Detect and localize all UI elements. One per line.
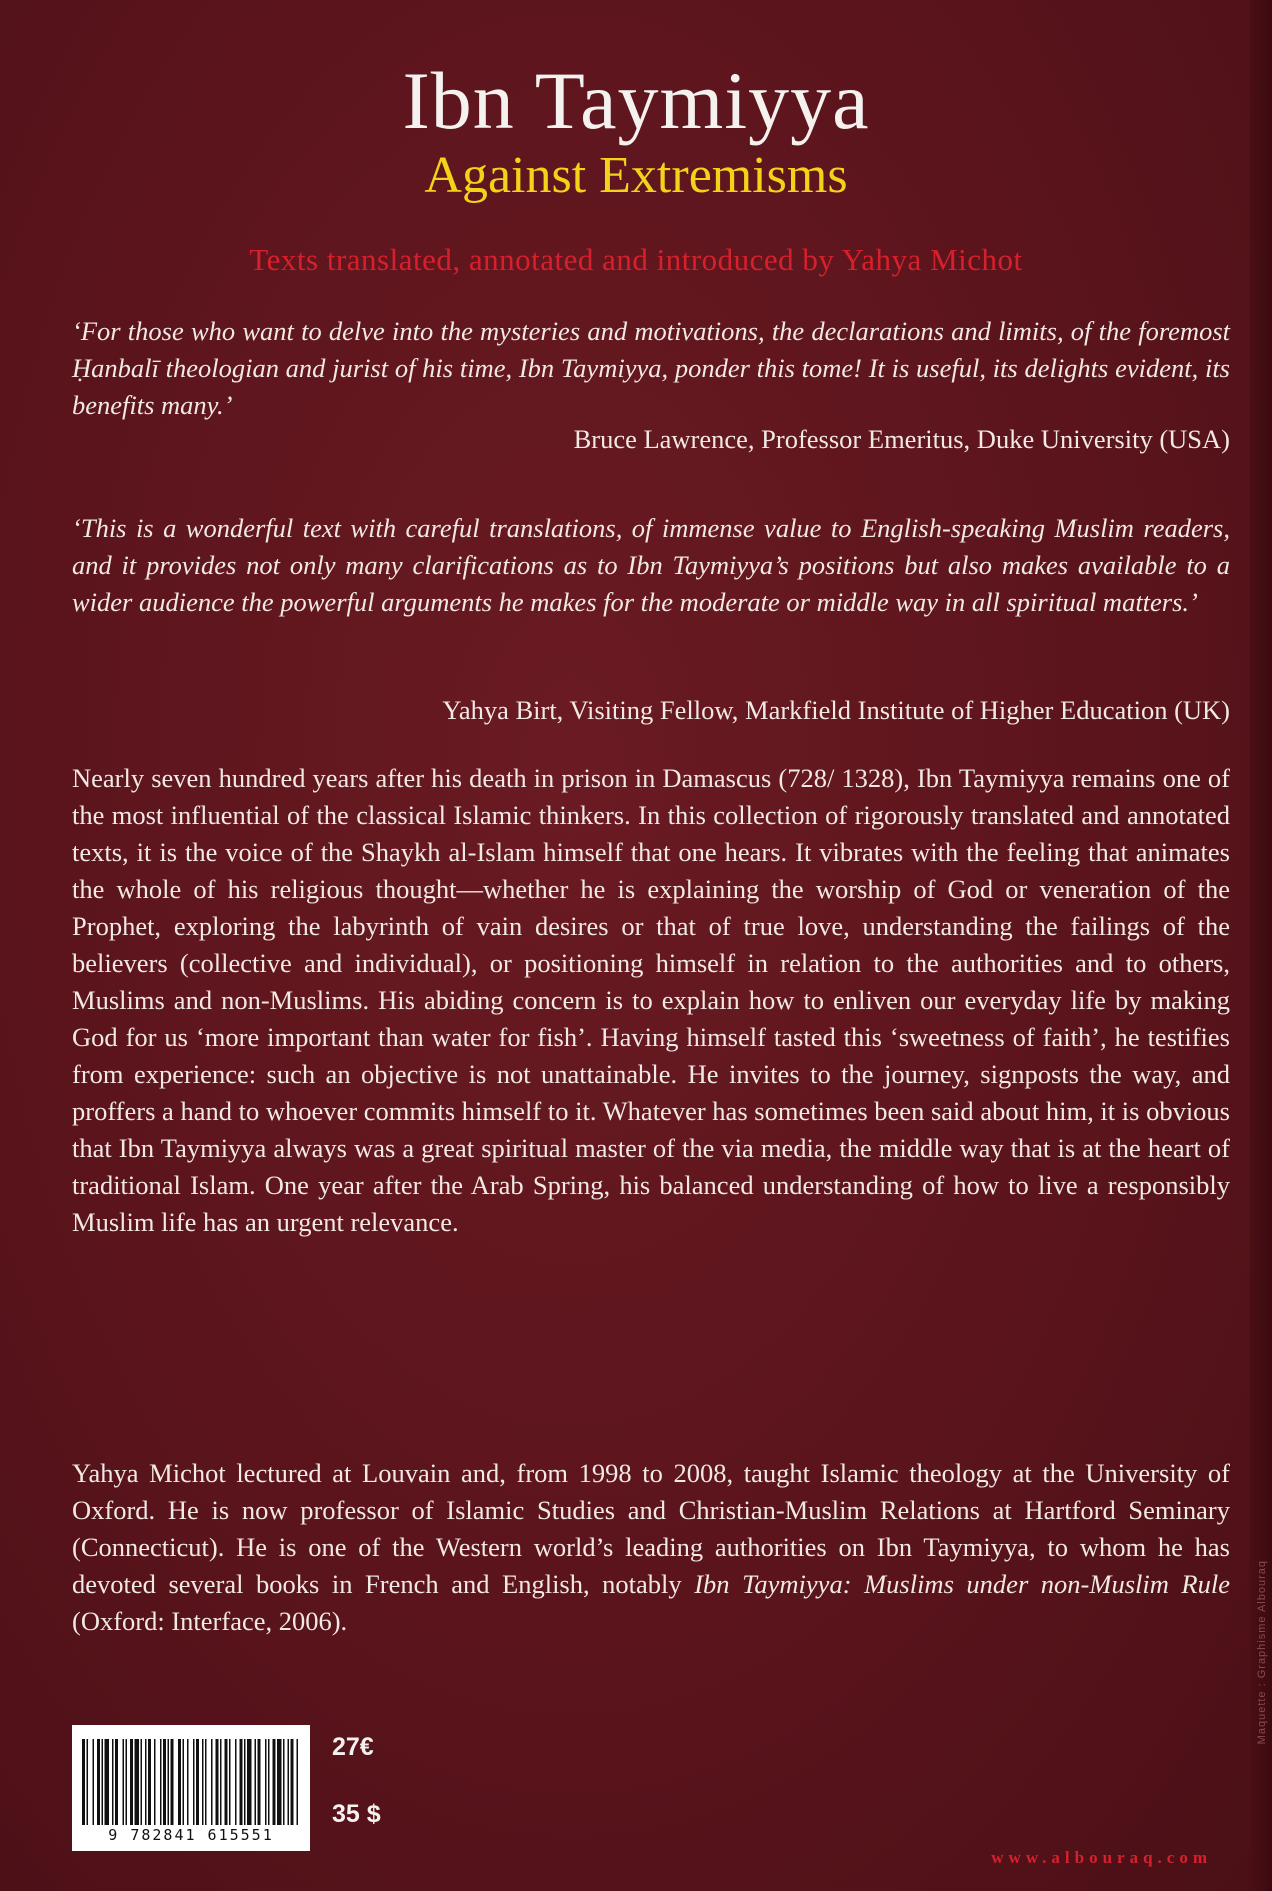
barcode-bar (283, 1739, 285, 1825)
barcode-bar (297, 1739, 299, 1825)
barcode-bar (93, 1739, 95, 1825)
barcode-bar (171, 1739, 174, 1825)
barcode-bar (268, 1739, 270, 1825)
barcode-bar (235, 1739, 237, 1825)
barcode-bar (202, 1739, 204, 1825)
barcode-bar (87, 1739, 89, 1825)
side-credit: Maquette : Graphisme Albouraq (1256, 1560, 1268, 1745)
barcode-bar (123, 1739, 125, 1825)
barcode-bar (105, 1739, 110, 1825)
barcode-bars (82, 1739, 300, 1825)
barcode-bar (247, 1739, 252, 1825)
barcode-bar (160, 1739, 162, 1825)
barcode-bar (196, 1739, 199, 1825)
barcode-digits: 9 782841 615551 (108, 1826, 274, 1844)
barcode-bar (145, 1739, 147, 1825)
endorsement-attribution-2: Yahya Birt, Visiting Fellow, Markfield Institute of Higher Education (UK) (442, 695, 1230, 725)
barcode-bar (148, 1739, 151, 1825)
price-eur: 27€ (332, 1733, 374, 1761)
barcode-bar (229, 1739, 231, 1825)
barcode-bar (291, 1739, 294, 1825)
barcode-bar (115, 1739, 118, 1825)
isbn-barcode (72, 1725, 310, 1851)
barcode-bar (183, 1739, 185, 1825)
barcode-bar (187, 1739, 189, 1825)
barcode-bar (273, 1739, 276, 1825)
barcode-bar (244, 1739, 246, 1825)
endorsement-quote-2: ‘This is a wonderful text with careful translations, of immense value to English-speaking Muslim readers, and it provides not only many clarifications as to Ibn Taymiyya’s positions but also makes available to a wider audience the powerful arguments he makes for the moderate or middle way in all spiritual matters.’ (72, 513, 1230, 617)
endorsement-attribution-1: Bruce Lawrence, Professor Emeritus, Duke University (USA) (573, 424, 1230, 454)
book-title: Ibn Taymiyya (402, 55, 870, 146)
book-description: Nearly seven hundred years after his death in prison in Damascus (728/ 1328), Ibn Taymiyya remains one of the most influential of the classical Islamic thinkers. In this collection of rigorously translated and annotated texts, it is the voice of the Shaykh al-Islam himself that one hears. It vibrates with the feeling that animates the whole of his religious thought—whether he is explaining the worship of God or veneration of the Prophet, exploring the labyrinth of vain desires or that of true love, understanding the failings of the believers (collective and individual), or positioning himself in relation to the authorities and to others, Muslims and non-Muslims. His abiding concern is to explain how to enliven our everyday life by making God for us ‘more important than water for fish’. Having himself tasted this ‘sweetness of faith’, he testifies from experience: such an objective is not unattainable. He invites to the journey, signposts the way, and proffers a hand to whoever commits himself to it. Whatever has sometimes been said about him, it is obvious that Ibn Taymiyya always was a great spiritual master of the via media, the middle way that is at the heart of traditional Islam. One year after the Arab Spring, his balanced understanding of how to live a responsibly Muslim life has an urgent relevance. (72, 763, 1230, 1237)
barcode-bar (258, 1739, 261, 1825)
barcode-bar (168, 1739, 170, 1825)
book-subtitle: Against Extremisms (424, 147, 848, 204)
referenced-book-details: (Oxford: Interface, 2006). (72, 1606, 348, 1636)
barcode-bar (288, 1739, 290, 1825)
author-bio (72, 1455, 1230, 1640)
barcode-bar (97, 1739, 100, 1825)
barcode-bar (277, 1739, 282, 1825)
barcode-bar (130, 1739, 133, 1825)
barcode-bar (193, 1739, 195, 1825)
barcode-bar (240, 1739, 243, 1825)
author-bio-text: Yahya Michot lectured at Louvain and, from 1998 to 2008, taught Islamic theology at the University of Oxford. He is now professor of Islamic Studies and Christian-Muslim Relations at Hartford Seminary (Connecticut). He is one of the Western world’s leading authorities on Ibn Taymiyya, to whom he has devoted several books in French and English, notably (72, 1458, 1230, 1599)
barcode-bar (126, 1739, 128, 1825)
price-usd: 35 $ (332, 1800, 381, 1828)
barcode-bar (225, 1739, 228, 1825)
barcode-bar (82, 1739, 85, 1825)
barcode-bar (205, 1739, 207, 1825)
barcode-bar (220, 1739, 222, 1825)
barcode-bar (154, 1739, 156, 1825)
referenced-book-title: Ibn Taymiyya: Muslims under non-Muslim Rule (694, 1569, 1230, 1599)
barcode-bar (135, 1739, 140, 1825)
publisher-website: www.albouraq.com (991, 1848, 1212, 1867)
barcode-bar (211, 1739, 213, 1825)
barcode-bar (112, 1739, 114, 1825)
barcode-bar (255, 1739, 257, 1825)
barcode-bar (178, 1739, 181, 1825)
barcode-bar (163, 1739, 166, 1825)
translator-byline: Texts translated, annotated and introduced by Yahya Michot (249, 242, 1023, 277)
barcode-bar (102, 1739, 104, 1825)
barcode-bar (141, 1739, 143, 1825)
endorsement-quote-1: ‘For those who want to delve into the mysteries and motivations, the declarations and limits, of the foremost Ḥanbalī theologian and jurist of his time, Ibn Taymiyya, ponder this tome! It is useful, its delights evident, its benefits many.’ (72, 316, 1230, 420)
barcode-bar (265, 1739, 267, 1825)
barcode-bar (216, 1739, 219, 1825)
